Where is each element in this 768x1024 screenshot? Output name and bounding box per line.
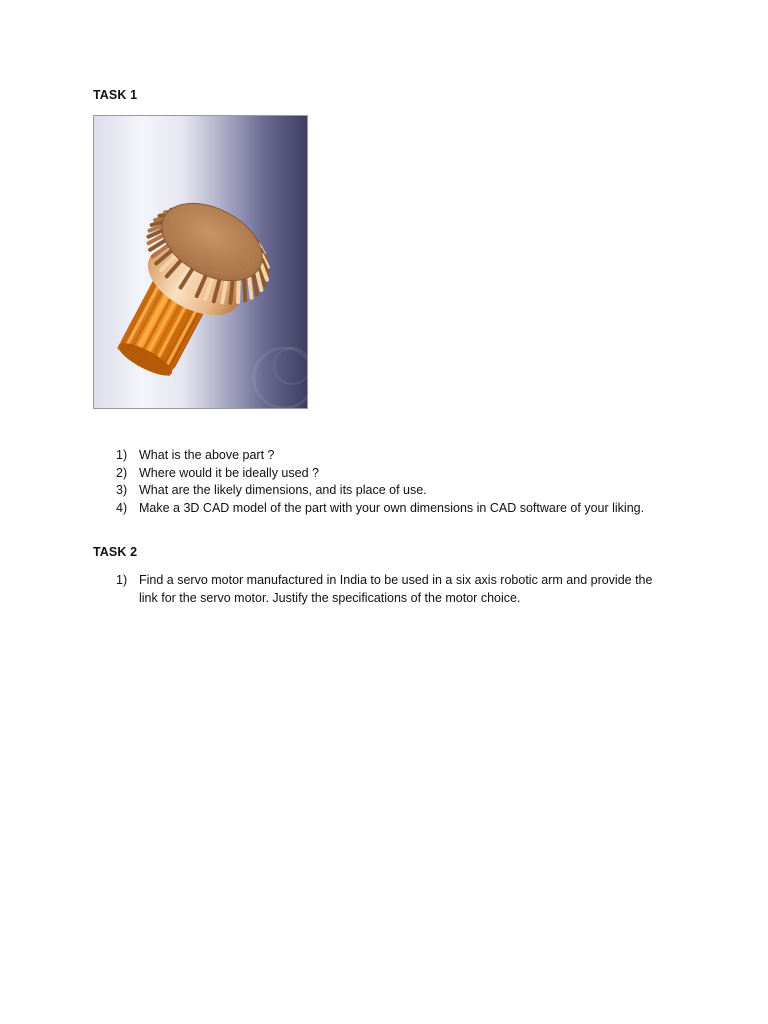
list-item — [93, 572, 673, 607]
list-item-number: 3) — [116, 483, 128, 497]
list-item-number: 4) — [116, 500, 128, 515]
list-item-text: Make a 3D CAD model of the part with your own dimensions in CAD software of your liking. — [139, 500, 645, 515]
list-item-text: Find a servo motor manufactured in India to be used in a six axis robotic arm and provide the link for the servo motor. Justify the specifications of the motor choice. — [139, 573, 653, 605]
task1-heading: TASK 1 — [93, 88, 138, 102]
list-item-number: 1) — [116, 573, 128, 587]
task1-question-list — [93, 447, 673, 517]
list-item-number: 2) — [116, 465, 128, 480]
list-item-text: What is the above part ? — [139, 448, 275, 462]
list-item — [93, 500, 673, 518]
list-item — [93, 482, 673, 500]
task2-heading: TASK 2 — [93, 545, 138, 559]
list-item-number: 1) — [116, 448, 128, 462]
list-item — [93, 447, 673, 465]
list-item-text: Where would it be ideally used ? — [139, 465, 319, 480]
list-item-text: What are the likely dimensions, and its place of use. — [139, 483, 427, 497]
list-item — [93, 465, 673, 483]
task2-question-list — [93, 572, 673, 607]
gear-part-image — [93, 115, 308, 409]
